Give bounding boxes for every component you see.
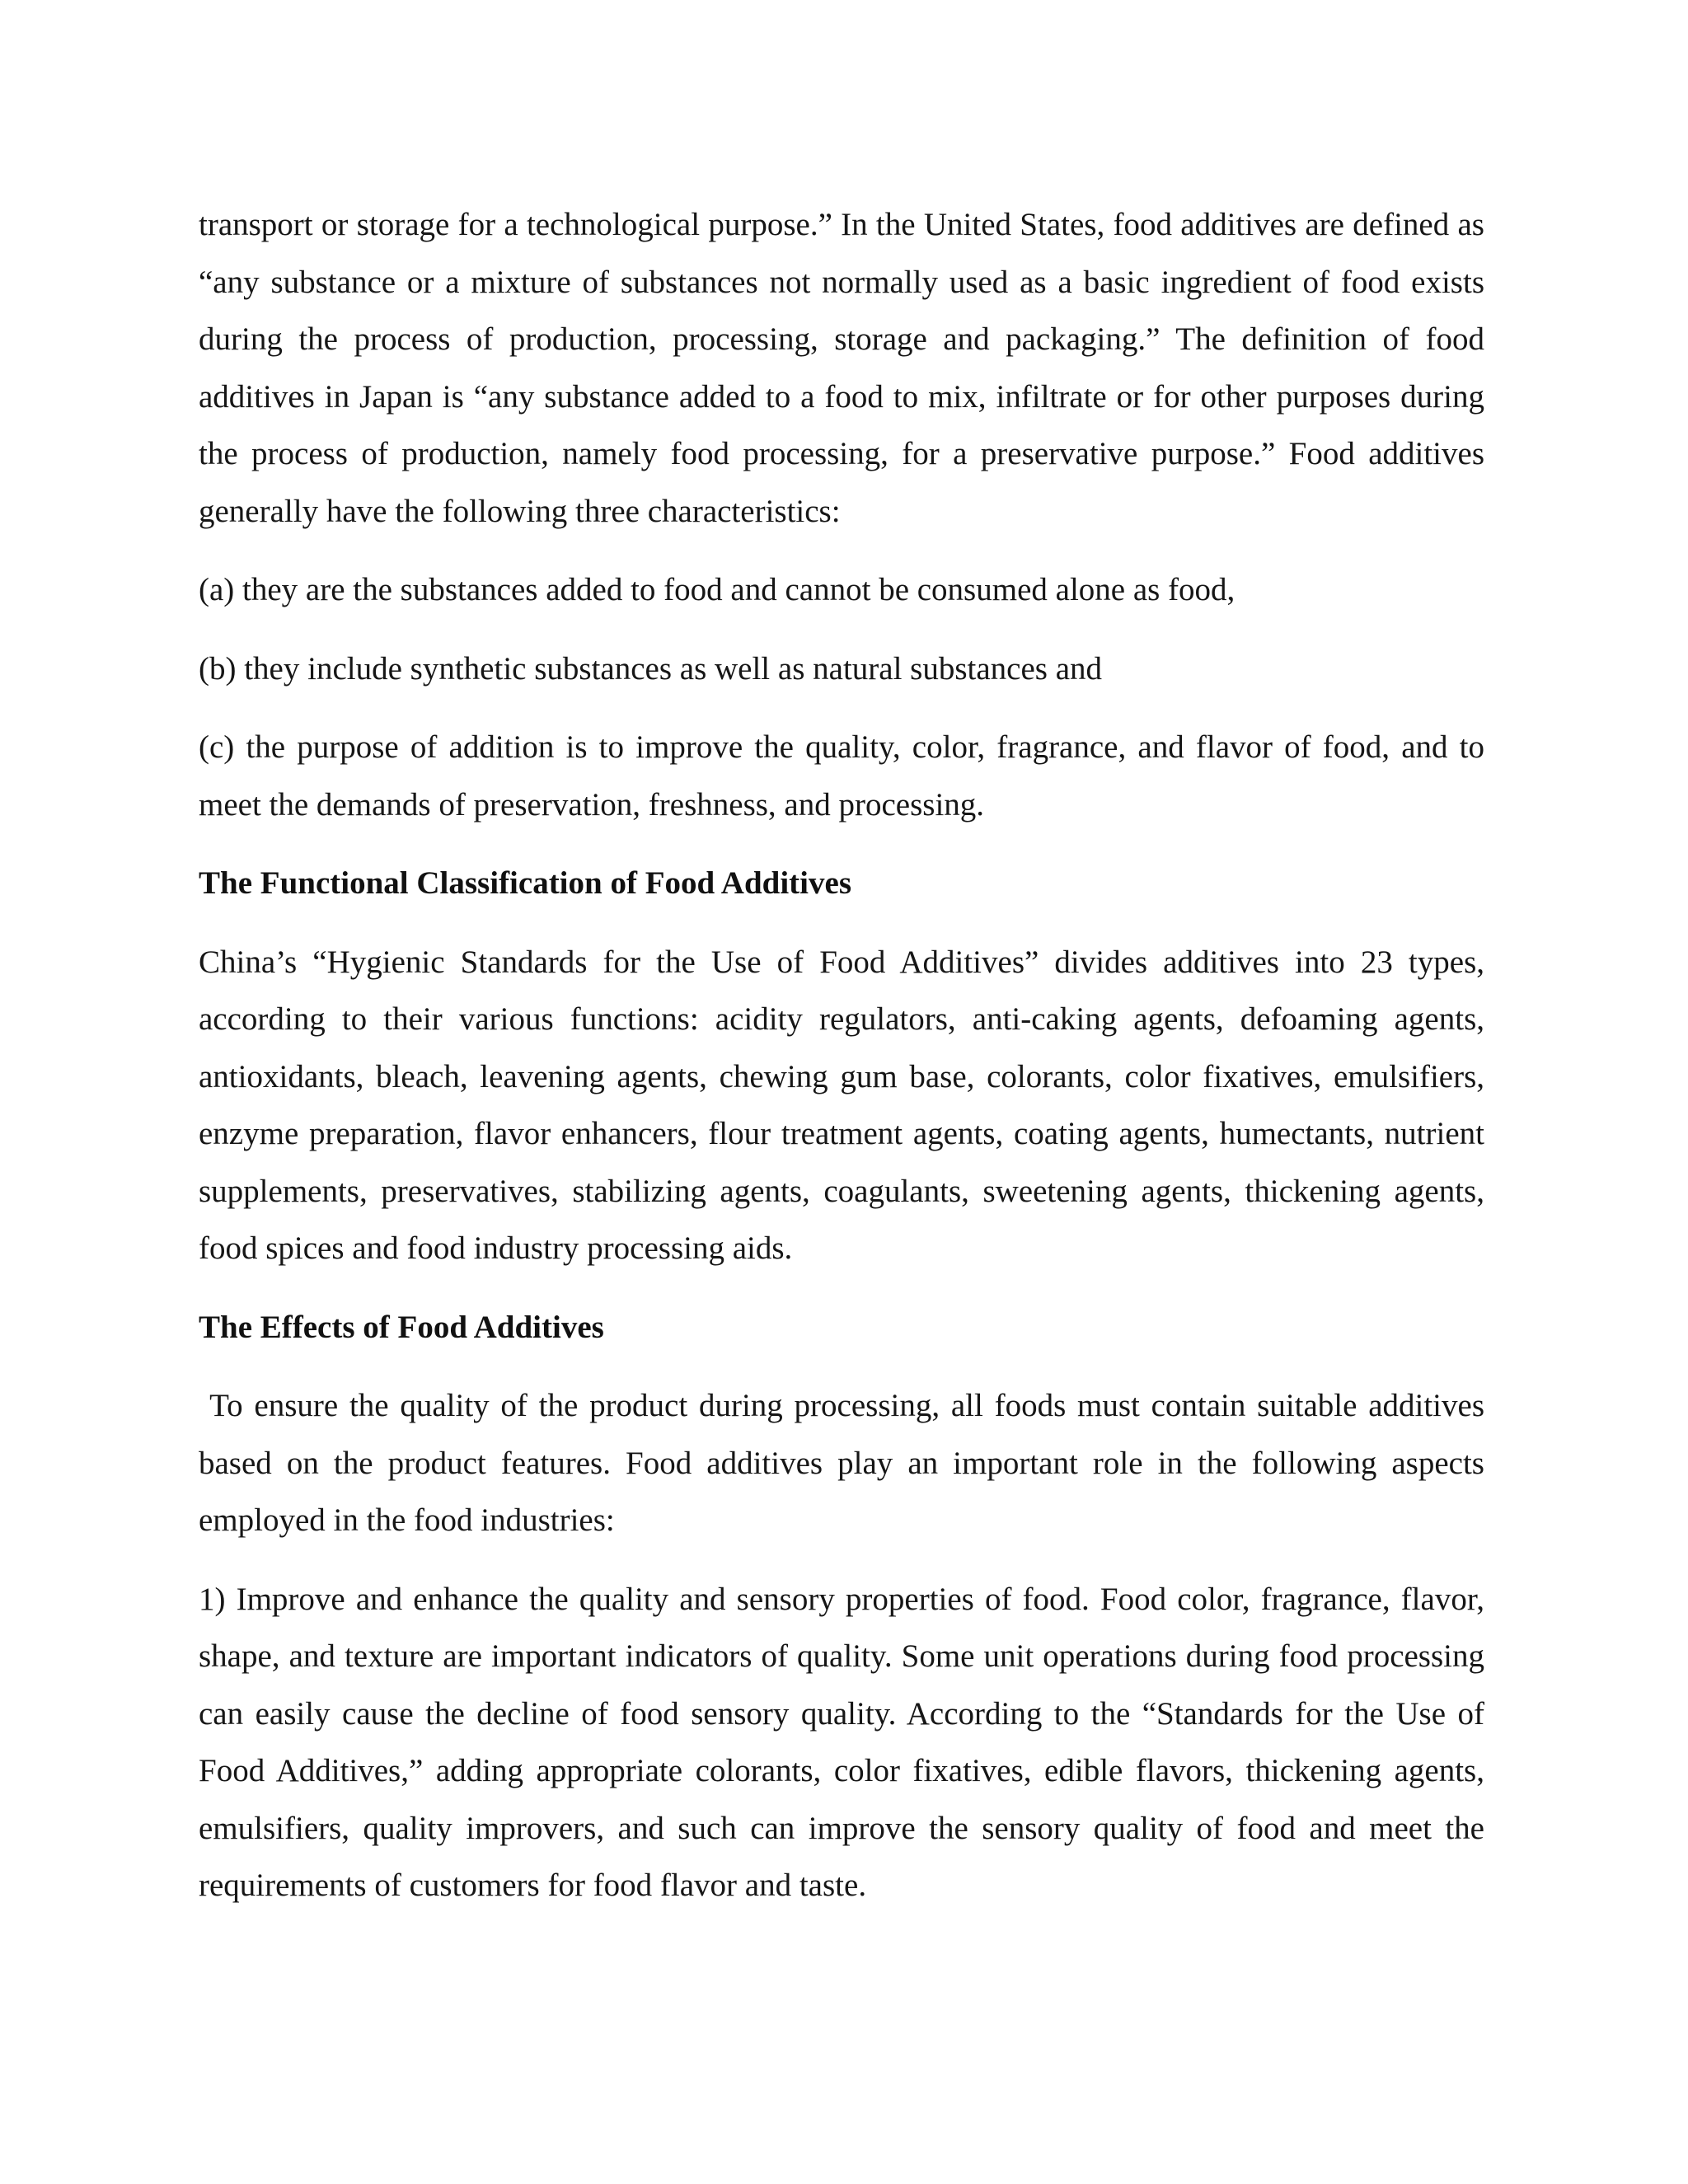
effects-intro-text: To ensure the quality of the product during processing, all foods must contain suitable additives based on the product features. Food additives play an important role in the following aspects employed in the food industries: (199, 1388, 1485, 1538)
definitions-paragraph: transport or storage for a technological purpose.” In the United States, food additives are defined as “any substance or a mixture of substances not normally used as a basic ingredient of food exists during the process of production, processing, storage and packaging.” The definition of food additives in Japan is “any substance added to a food to mix, infiltrate or for other purposes during the process of production, namely food processing, for a preservative purpose.” Food additives generally have the following three characteristics: (199, 207, 1484, 529)
effects-point-1: 1) Improve and enhance the quality and sensory properties of food. Food color, fragrance, flavor, shape, and texture are important indicators of quality. Some unit operations during food processing can easily cause the decline of food sensory quality. According to the “Standards for the Use of Food Additives,” adding appropriate colorants, color fixatives, edible flavors, thickening agents, emulsifiers, quality improvers, and such can improve the sensory quality of food and meet the requirements of customers for food flavor and taste. (199, 1581, 1484, 1903)
characteristic-b: (b) they include synthetic substances as well as natural substances and (199, 650, 1103, 687)
functional-classification-heading: The Functional Classification of Food Additives (199, 865, 851, 901)
effects-heading: The Effects of Food Additives (199, 1309, 604, 1345)
characteristic-c: (c) the purpose of addition is to improve the quality, color, fragrance, and flavor of food, and to meet the demands of preservation, freshness, and processing. (199, 729, 1484, 823)
document-page (199, 196, 1484, 1936)
characteristic-a: (a) they are the substances added to food and cannot be consumed alone as food, (199, 572, 1236, 607)
functional-classification-body: China’s “Hygienic Standards for the Use of Food Additives” divides additives into 23 types, according to their various functions: acidity regulators, anti-caking agents, defoaming agents, antioxidants, bleach, leavening agents, chewing gum base, colorants, color fixatives, emulsifiers, enzyme preparation, flavor enhancers, flour treatment agents, coating agents, humectants, nutrient supplements, preservatives, stabilizing agents, coagulants, sweetening agents, thickening agents, food spices and food industry processing aids. (199, 944, 1484, 1266)
effects-intro (199, 1377, 1484, 1549)
